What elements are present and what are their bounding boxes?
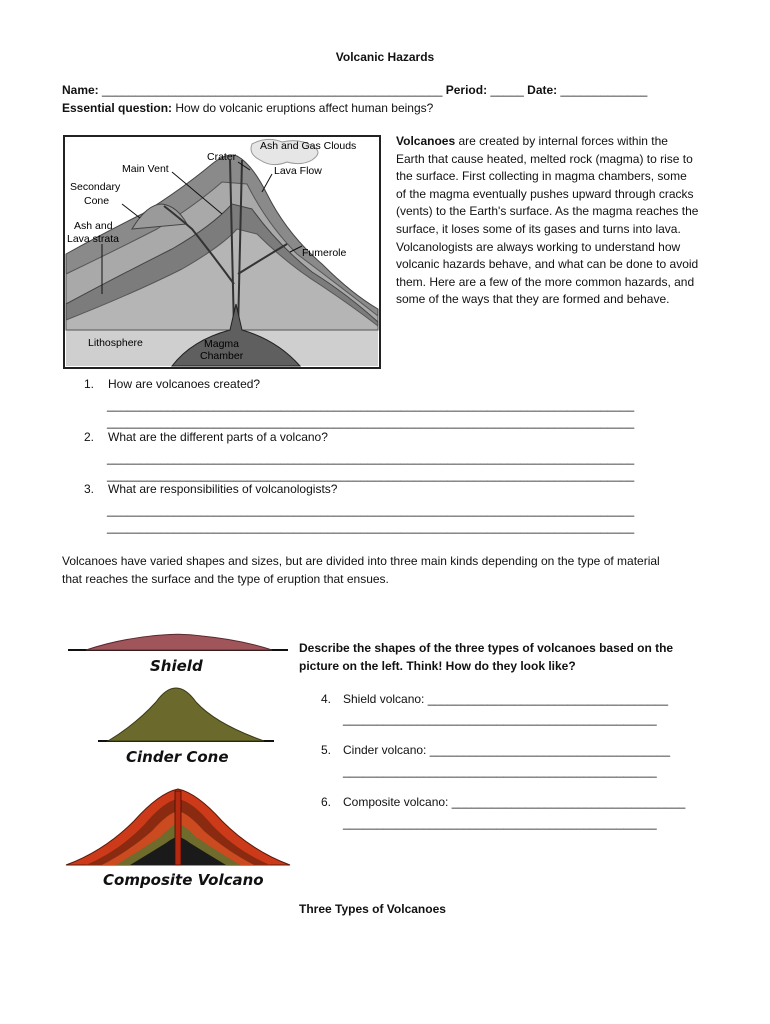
types-intro-line: Volcanoes have varied shapes and sizes, but are divided into three main kinds depending on the type of material xyxy=(62,554,660,568)
label-lithosphere: Lithosphere xyxy=(88,337,143,349)
question-2 xyxy=(84,429,328,447)
answer-line[interactable]: _______________________________________________________________________________ xyxy=(107,415,635,429)
volcano-diagram xyxy=(62,134,382,370)
essential-question xyxy=(62,100,433,118)
label-secondary-1: Secondary xyxy=(70,181,121,193)
answer-line[interactable]: _______________________________________________________________________________ xyxy=(107,503,635,517)
intro-line: Volcanologists are always working to understand how xyxy=(396,239,681,254)
label-magma-1: Magma xyxy=(204,338,240,350)
describe-line: picture on the left. Think! How do they look like? xyxy=(299,659,576,673)
period-field[interactable]: _____ xyxy=(490,83,524,97)
intro-line: of the magma eventually pushes upward through cracks xyxy=(396,186,694,201)
label-ash-lava-2: Lava strata xyxy=(67,233,119,245)
name-label: Name: xyxy=(62,83,99,97)
intro-line: the surface. First collecting in magma chambers, some xyxy=(396,169,687,184)
cinder-cone-label: Cinder Cone xyxy=(126,748,229,766)
intro-line: volcanic hazards behave, and what can be done to avoid xyxy=(396,257,699,272)
question-label: Composite volcano: xyxy=(343,795,449,809)
answer-line[interactable]: _______________________________________________ xyxy=(343,712,657,726)
describe-prompt xyxy=(299,639,699,675)
name-field[interactable]: ___________________________________________________ xyxy=(102,83,443,97)
label-lava-flow: Lava Flow xyxy=(274,165,322,177)
label-main-vent: Main Vent xyxy=(122,163,169,175)
cinder-cone-illustration xyxy=(96,684,276,744)
intro-lead: Volcanoes xyxy=(396,134,456,148)
types-intro-line: that reaches the surface and the type of eruption that ensues. xyxy=(62,572,389,586)
question-label: Shield volcano: xyxy=(343,692,425,706)
question-text: What are responsibilities of volcanologists? xyxy=(108,482,338,496)
header-line xyxy=(62,82,647,100)
intro-line: surface, it loses some of its gases and turns into lava. xyxy=(396,221,681,236)
answer-line[interactable]: _______________________________________________________________________________ xyxy=(107,468,635,482)
question-3 xyxy=(84,481,337,499)
label-ash-gas: Ash and Gas Clouds xyxy=(260,140,357,152)
intro-line: are created by internal forces within the xyxy=(458,134,668,148)
answer-line[interactable]: _______________________________________________________________________________ xyxy=(107,520,635,534)
intro-line: some of the ways that they are formed and behave. xyxy=(396,292,670,307)
question-1 xyxy=(84,376,260,394)
figure-caption: Three Types of Volcanoes xyxy=(299,902,446,916)
date-label: Date: xyxy=(527,83,558,97)
question-number: 5. xyxy=(321,743,332,757)
question-text: What are the different parts of a volcano? xyxy=(108,430,328,444)
label-crater: Crater xyxy=(207,151,237,163)
answer-field[interactable]: ___________________________________ xyxy=(451,795,686,809)
intro-line: (vents) to the Earth's surface. As the magma reaches the xyxy=(396,204,699,219)
essential-question-label: Essential question: xyxy=(62,101,173,115)
question-number: 2. xyxy=(84,430,95,444)
label-secondary-2: Cone xyxy=(84,195,110,207)
question-number: 6. xyxy=(321,795,332,809)
question-label: Cinder volcano: xyxy=(343,743,427,757)
answer-line[interactable]: _______________________________________________ xyxy=(343,764,657,778)
question-text: How are volcanoes created? xyxy=(108,377,261,391)
intro-paragraph xyxy=(396,133,718,309)
answer-field[interactable]: ____________________________________ xyxy=(427,692,668,706)
answer-line[interactable]: _______________________________________________________________________________ xyxy=(107,398,635,412)
composite-volcano-label: Composite Volcano xyxy=(103,871,264,889)
question-number: 3. xyxy=(84,482,95,496)
label-ash-lava-1: Ash and xyxy=(74,220,113,232)
types-intro xyxy=(62,552,722,588)
question-number: 4. xyxy=(321,692,332,706)
answer-line[interactable]: _______________________________________________ xyxy=(343,816,657,830)
answer-field[interactable]: ____________________________________ xyxy=(429,743,670,757)
essential-question-text: How do volcanic eruptions affect human beings? xyxy=(175,101,434,115)
page-title: Volcanic Hazards xyxy=(335,50,435,64)
shield-label: Shield xyxy=(150,657,203,675)
question-6 xyxy=(321,795,685,809)
period-label: Period: xyxy=(445,83,488,97)
intro-line: them. Here are a few of the more common hazards, and xyxy=(396,274,695,289)
label-magma-2: Chamber xyxy=(200,350,244,362)
question-number: 1. xyxy=(84,377,95,391)
composite-volcano-illustration xyxy=(64,781,292,867)
intro-line: Earth that cause heated, melted rock (magma) to rise to xyxy=(396,151,693,166)
date-field[interactable]: _____________ xyxy=(560,83,648,97)
question-5 xyxy=(321,743,670,757)
answer-line[interactable]: _______________________________________________________________________________ xyxy=(107,451,635,465)
question-4 xyxy=(321,692,668,706)
label-fumerole: Fumerole xyxy=(302,247,347,259)
describe-line: Describe the shapes of the three types of volcanoes based on the xyxy=(299,641,674,655)
